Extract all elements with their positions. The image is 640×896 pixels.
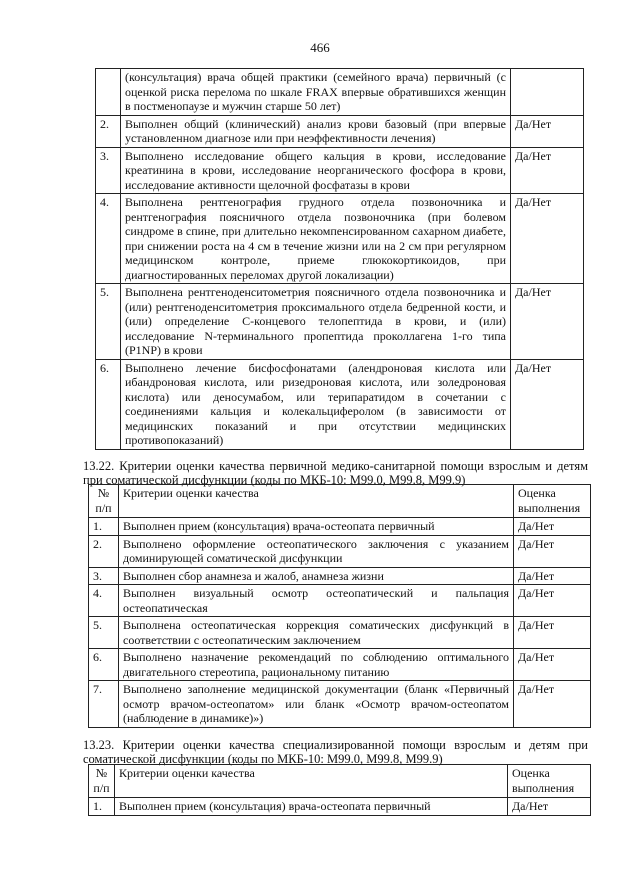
table-header-row [89,485,591,518]
criteria-table-13-23 [88,764,591,816]
row-number: 3. [96,147,121,194]
table-row [89,617,591,649]
rating-value: Да/Нет [511,115,584,147]
row-number: 1. [89,518,119,536]
table-row [89,681,591,728]
column-header-number: № п/п [89,765,115,798]
criterion-text: Выполнена остеопатическая коррекция соматических дисфункций в соответствии с остеопатическим заключением [119,617,514,649]
criterion-text: Выполнено оформление остеопатического заключения с указанием доминирующей соматической дисфункции [119,535,514,567]
row-number: 5. [96,284,121,360]
criterion-text: Выполнен общий (клинический) анализ крови базовый (при впервые установленном диагнозе или при неэффективности лечения) [121,115,511,147]
table-row [89,585,591,617]
rating-value: Да/Нет [511,284,584,360]
column-header-rating: Оценка выполнения [514,485,591,518]
rating-value: Да/Нет [514,681,591,728]
criteria-table-13-22 [88,484,591,728]
table-row [89,535,591,567]
table-row [96,284,584,360]
criterion-text: Выполнено исследование общего кальция в крови, исследование креатинина в крови, исследование неорганического фосфора в крови, исследование активности щелочной фосфатазы в крови [121,147,511,194]
table-row [96,359,584,449]
criterion-text: Выполнена рентгеноденситометрия поясничного отдела позвоночника и (или) рентгеноденситометрия проксимального отдела бедренной кости, и (или) определение С-концевого телопептида в крови, и (или) исследование N-терминального пропептида проколлагена 1-го типа (P1NP) в крови [121,284,511,360]
criterion-text: Выполнен прием (консультация) врача-остеопата первичный [119,518,514,536]
table-row [96,194,584,284]
row-number: 6. [89,649,119,681]
rating-value: Да/Нет [514,535,591,567]
table-row [89,798,591,816]
rating-value: Да/Нет [514,567,591,585]
section-heading-13-22: 13.22. Критерии оценки качества первичной медико-санитарной помощи взрослым и детям при соматической дисфункции (коды по МКБ-10: M99.0, M99.8, M99.9) [83,459,588,487]
rating-value: Да/Нет [511,147,584,194]
row-number: 6. [96,359,121,449]
column-header-rating: Оценка выполнения [508,765,591,798]
criterion-text: Выполнено назначение рекомендаций по соблюдению оптимального двигательного стереотипа, рациональному питанию [119,649,514,681]
criterion-text: (консультация) врача общей практики (семейного врача) первичный (с оценкой риска перелома по шкале FRAX впервые обратившихся женщин в постменопаузе и мужчин старше 50 лет) [121,69,511,116]
page-number: 466 [310,40,330,55]
rating-value: Да/Нет [514,585,591,617]
table-row [96,147,584,194]
row-number: 2. [89,535,119,567]
row-number: 2. [96,115,121,147]
row-number [96,69,121,116]
criterion-text: Выполнено лечение бисфосфонатами (алендроновая кислота или ибандроновая кислота, или ризедроновая кислота, или золедроновая кислота) или деносумабом, или терипаратидом в сочетании с соединениями кальция и колекальциферолом (в зависимости от медицинских показаний и при отсутствии медицинских противопоказаний) [121,359,511,449]
criterion-text: Выполнен сбор анамнеза и жалоб, анамнеза жизни [119,567,514,585]
rating-value: Да/Нет [514,518,591,536]
criteria-table-continued [95,68,584,450]
table-row [89,649,591,681]
rating-value [511,69,584,116]
table-header-row [89,765,591,798]
rating-value: Да/Нет [514,649,591,681]
criterion-text: Выполнен визуальный осмотр остеопатический и пальпация остеопатическая [119,585,514,617]
table-row [96,115,584,147]
table-row [89,518,591,536]
table-row [89,567,591,585]
criterion-text: Выполнена рентгенография грудного отдела позвоночника и рентгенография поясничного отдела позвоночника (при болевом синдроме в спине, при длительно некомпенсированном сахарном диабете, при снижении роста на 4 см в течение жизни или на 2 см при регулярном медицинском контроле, приеме глюкокортикоидов, при диагностированных переломах другой локализации) [121,194,511,284]
rating-value: Да/Нет [508,798,591,816]
column-header-criteria: Критерии оценки качества [115,765,508,798]
rating-value: Да/Нет [511,194,584,284]
table-row [96,69,584,116]
row-number: 4. [96,194,121,284]
rating-value: Да/Нет [511,359,584,449]
criterion-text: Выполнен прием (консультация) врача-остеопата первичный [115,798,508,816]
column-header-number: № п/п [89,485,119,518]
criterion-text: Выполнено заполнение медицинской документации (бланк «Первичный осмотр врачом-остеопатом» или бланк «Осмотр врачом-остеопатом (наблюдение в динамике)») [119,681,514,728]
row-number: 5. [89,617,119,649]
row-number: 4. [89,585,119,617]
row-number: 1. [89,798,115,816]
row-number: 3. [89,567,119,585]
section-heading-13-23: 13.23. Критерии оценки качества специализированной помощи взрослым и детям при соматической дисфункции (коды по МКБ-10: M99.0, M99.8, M99.9) [83,738,588,766]
row-number: 7. [89,681,119,728]
rating-value: Да/Нет [514,617,591,649]
column-header-criteria: Критерии оценки качества [119,485,514,518]
